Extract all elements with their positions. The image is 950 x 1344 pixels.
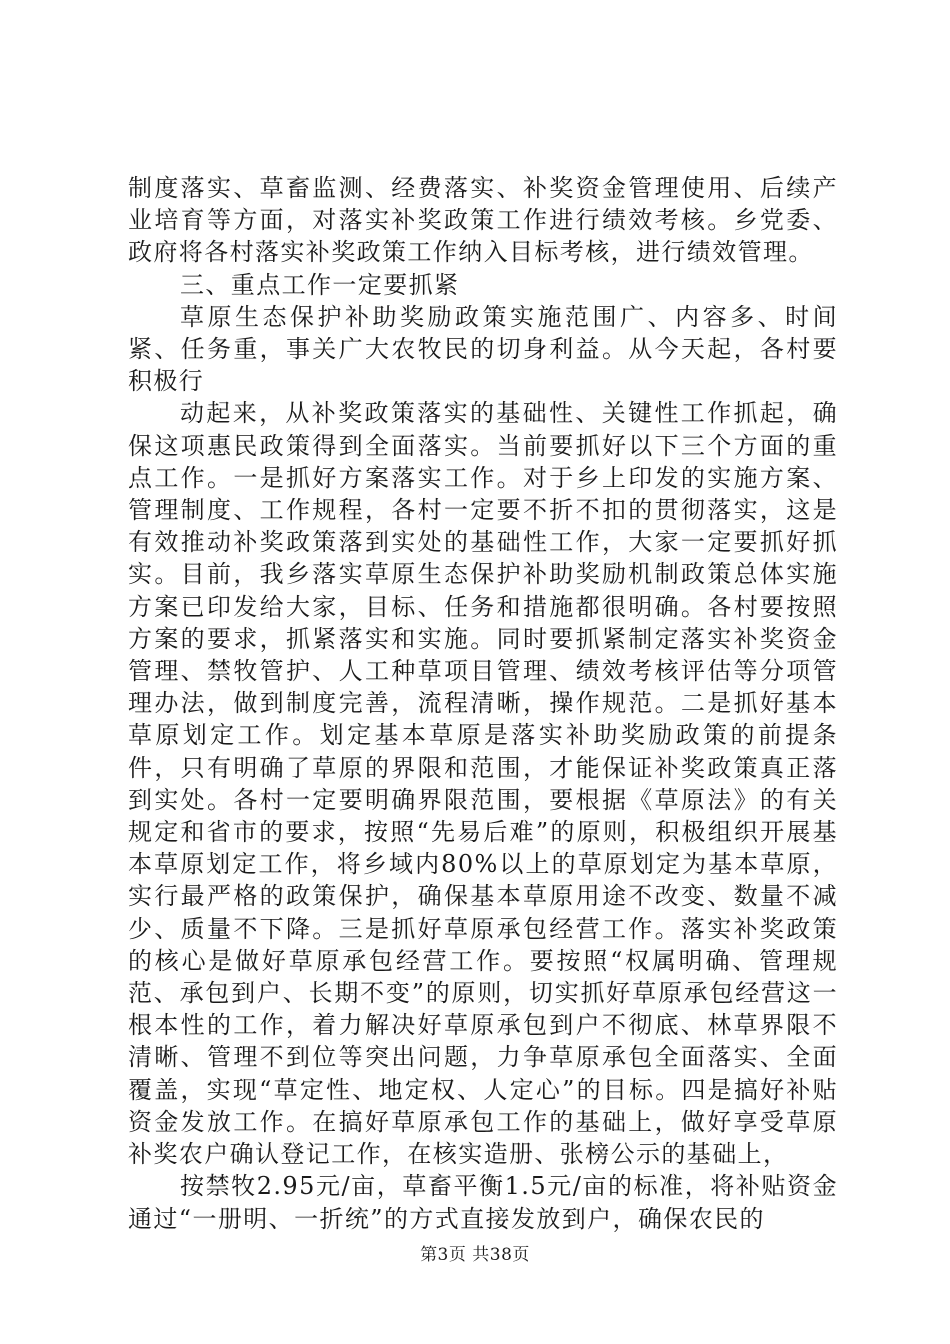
- paragraph-5: 按禁牧2.95元/亩，草畜平衡1.5元/亩的标准，将补贴资金通过“一册明、一折统”的方式直接发放到户，确保农民的: [128, 1172, 838, 1233]
- page-number-footer: 第3页 共38页: [420, 1245, 530, 1265]
- paragraph-1: 制度落实、草畜监测、经费落实、补奖资金管理使用、后续产业培育等方面，对落实补奖政策工作进行绩效考核。乡党委、政府将各村落实补奖政策工作纳入目标考核，进行绩效管理。: [128, 174, 838, 267]
- document-body: [128, 172, 838, 1235]
- paragraph-4: 动起来，从补奖政策落实的基础性、关键性工作抓起，确保这项惠民政策得到全面落实。当前要抓好以下三个方面的重点工作。一是抓好方案落实工作。对于乡上印发的实施方案、管理制度、工作规程，各村一定要不折不扣的贯彻落实，这是有效推动补奖政策落到实处的基础性工作，大家一定要抓好抓实。目前，我乡落实草原生态保护补助奖励机制政策总体实施方案已印发给大家，目标、任务和措施都很明确。各村要按照方案的要求，抓紧落实和实施。同时要抓紧制定落实补奖资金管理、禁牧管护、人工种草项目管理、绩效考核评估等分项管理办法，做到制度完善，流程清晰，操作规范。二是抓好基本草原划定工作。划定基本草原是落实补助奖励政策的前提条件，只有明确了草原的界限和范围，才能保证补奖政策真正落到实处。各村一定要明确界限范围，要根据《草原法》的有关规定和省市的要求，按照“先易后难”的原则，积极组织开展基本草原划定工作，将乡域内80%以上的草原划定为基本草原，实行最严格的政策保护，确保基本草原用途不改变、数量不减少、质量不下降。三是抓好草原承包经营工作。落实补奖政策的核心是做好草原承包经营工作。要按照“权属明确、管理规范、承包到户、长期不变”的原则，切实抓好草原承包经营这一根本性的工作，着力解决好草原承包到户不彻底、林草界限不清晰、管理不到位等突出问题，力争草原承包全面落实、全面覆盖，实现“草定性、地定权、人定心”的目标。四是搞好补贴资金发放工作。在搞好草原承包工作的基础上，做好享受草原补奖农户确认登记工作，在核实造册、张榜公示的基础上，: [128, 399, 838, 1169]
- paragraph-3: 草原生态保护补助奖励政策实施范围广、内容多、时间紧、任务重，事关广大农牧民的切身利益。从今天起，各村要积极行: [128, 302, 838, 396]
- section-heading: 三、重点工作一定要抓紧: [180, 270, 460, 299]
